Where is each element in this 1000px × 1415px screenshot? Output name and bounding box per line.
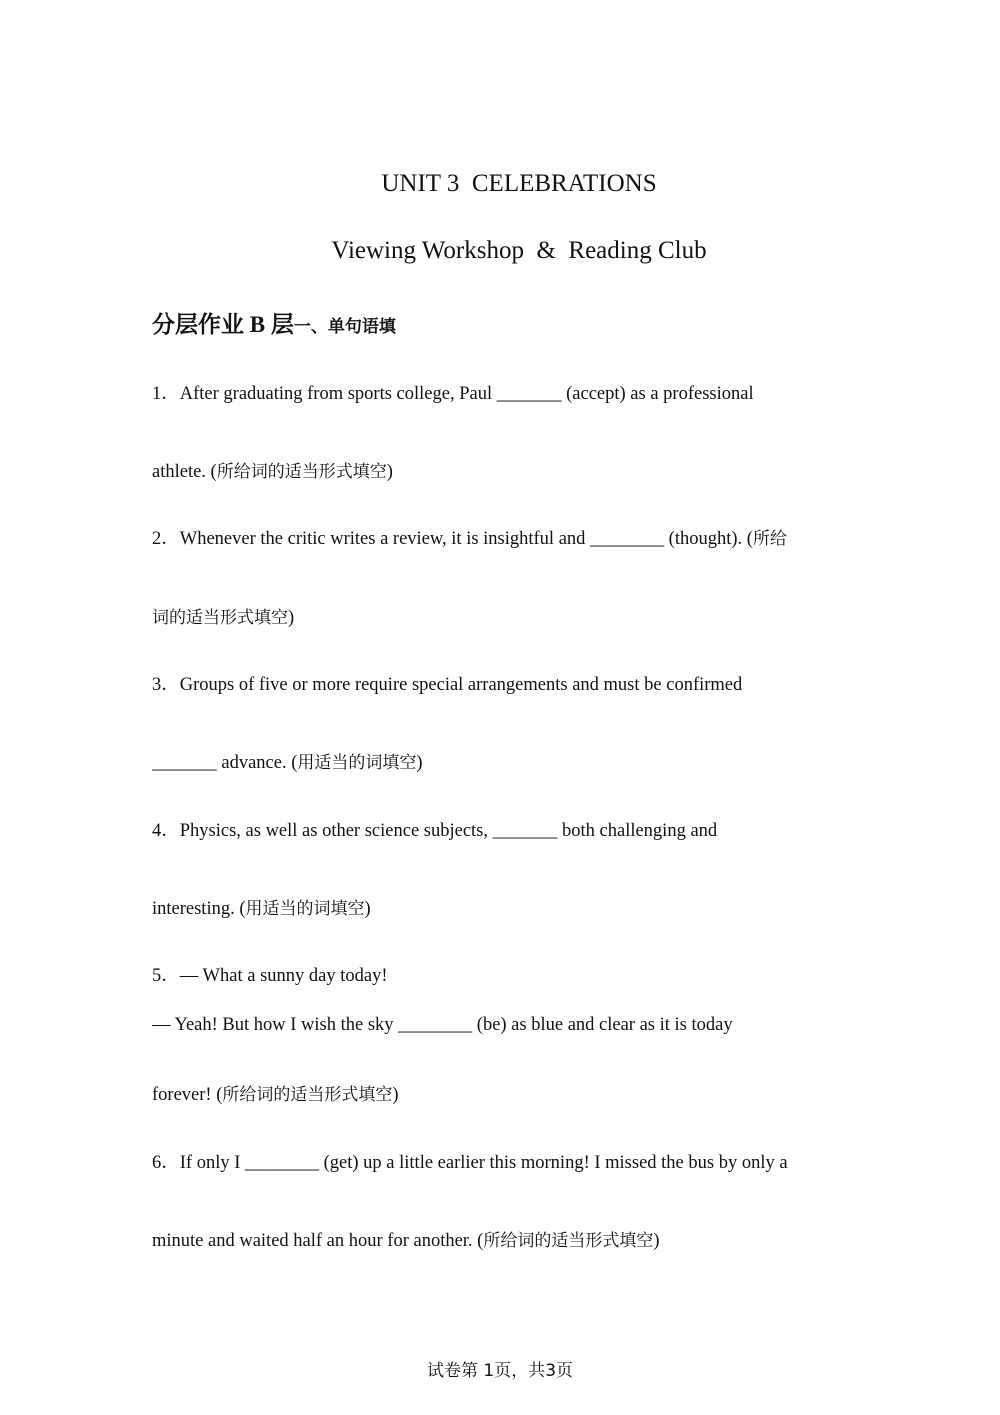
question-3-line-2: _______ advance. (用适当的词填空) bbox=[152, 753, 423, 773]
section-heading: 分层作业 B 层一、单句语填 bbox=[152, 312, 396, 338]
lesson-title: Viewing Workshop & Reading Club bbox=[331, 237, 707, 264]
unit-title: UNIT 3 CELEBRATIONS bbox=[381, 170, 657, 197]
question-2-line-2: 词的适当形式填空) bbox=[152, 608, 295, 628]
question-3-line-1: 3．Groups of five or more require special arrangements and must be confirmed bbox=[152, 675, 743, 695]
question-2-line-1: 2．Whenever the critic writes a review, it is insightful and ________ (thought). (所给 bbox=[152, 529, 787, 549]
question-5-line-1: 5．— What a sunny day today! bbox=[152, 966, 388, 986]
question-1-line-1: 1．After graduating from sports college, Paul _______ (accept) as a professional bbox=[152, 384, 754, 404]
page-footer: 试卷第 1页，共3页 bbox=[426, 1361, 574, 1381]
question-5-line-2: — Yeah! But how I wish the sky ________ (be) as blue and clear as it is today bbox=[152, 1015, 733, 1035]
question-1-line-2: athlete. (所给词的适当形式填空) bbox=[152, 462, 393, 482]
question-6-line-2: minute and waited half an hour for another. (所给词的适当形式填空) bbox=[152, 1231, 660, 1251]
question-4-line-2: interesting. (用适当的词填空) bbox=[152, 899, 371, 919]
question-5-line-3: forever! (所给词的适当形式填空) bbox=[152, 1085, 399, 1105]
question-4-line-1: 4．Physics, as well as other science subjects, _______ both challenging and bbox=[152, 821, 718, 841]
question-6-line-1: 6．If only I ________ (get) up a little earlier this morning! I missed the bus by only a bbox=[152, 1153, 788, 1173]
